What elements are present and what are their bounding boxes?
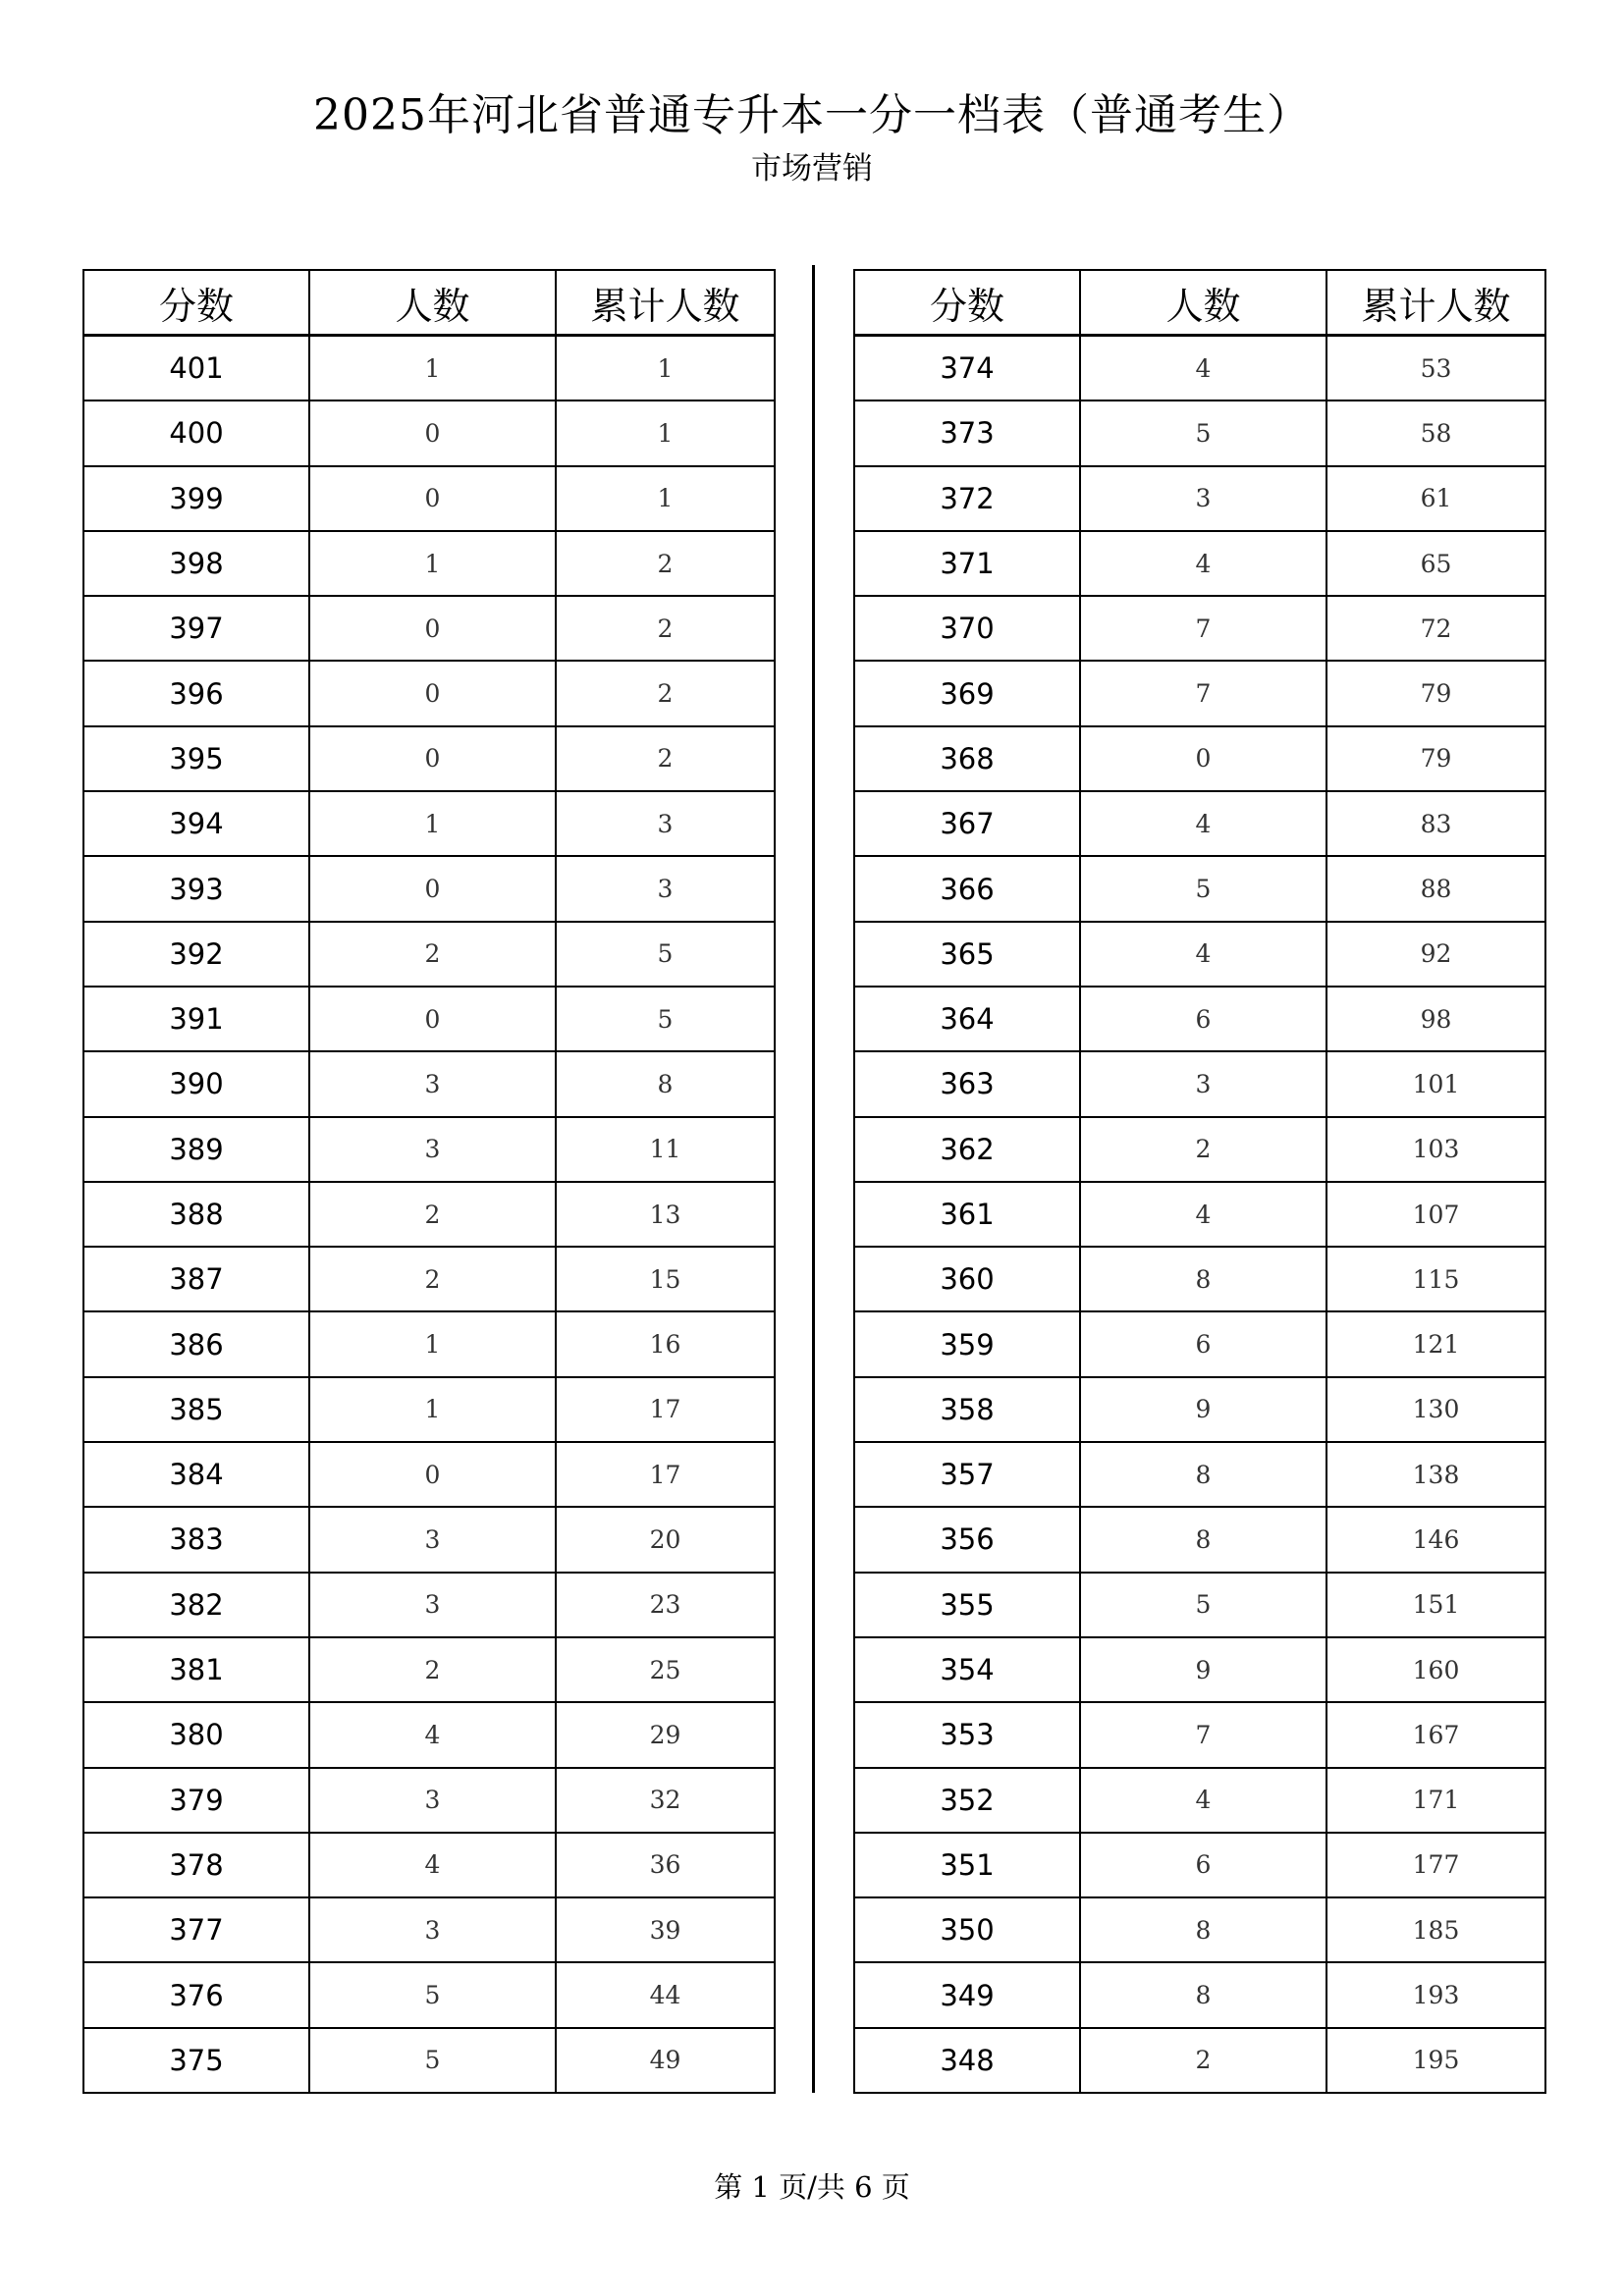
count-cell: 4: [1080, 336, 1326, 401]
score-cell: 354: [854, 1637, 1080, 1702]
table-row: [83, 1377, 775, 1442]
count-cell: 4: [1080, 922, 1326, 987]
header-count: 人数: [1080, 270, 1326, 336]
cumulative-cell: 39: [556, 1897, 775, 1962]
cumulative-cell: 151: [1326, 1573, 1545, 1637]
score-cell: 349: [854, 1962, 1080, 2027]
cumulative-cell: 53: [1326, 336, 1545, 401]
table-row: [854, 1311, 1545, 1376]
table-row: [854, 1247, 1545, 1311]
table-row: [854, 1833, 1545, 1897]
score-cell: 357: [854, 1442, 1080, 1507]
table-row: [83, 596, 775, 661]
table-row: [854, 1182, 1545, 1247]
score-cell: 382: [83, 1573, 309, 1637]
score-cell: 388: [83, 1182, 309, 1247]
table-row: [83, 1768, 775, 1833]
page-footer: [0, 2167, 1624, 2207]
score-cell: 375: [83, 2028, 309, 2093]
count-cell: 3: [309, 1573, 556, 1637]
cumulative-cell: 115: [1326, 1247, 1545, 1311]
count-cell: 0: [309, 1442, 556, 1507]
score-cell: 372: [854, 466, 1080, 531]
table-row: [854, 336, 1545, 401]
cumulative-cell: 23: [556, 1573, 775, 1637]
table-row: [854, 400, 1545, 465]
count-cell: 6: [1080, 1833, 1326, 1897]
score-cell: 389: [83, 1117, 309, 1182]
table-row: [83, 987, 775, 1051]
table-row: [83, 1702, 775, 1767]
count-cell: 0: [1080, 726, 1326, 791]
count-cell: 9: [1080, 1637, 1326, 1702]
major-subtitle: 市场营销: [751, 151, 873, 187]
score-cell: 373: [854, 400, 1080, 465]
count-cell: 8: [1080, 1507, 1326, 1572]
count-cell: 5: [309, 2028, 556, 2093]
score-cell: 383: [83, 1507, 309, 1572]
cumulative-cell: 2: [556, 726, 775, 791]
header-score: 分数: [83, 270, 309, 336]
count-cell: 4: [1080, 1768, 1326, 1833]
table-row: [83, 1637, 775, 1702]
cumulative-cell: 17: [556, 1442, 775, 1507]
score-cell: 358: [854, 1377, 1080, 1442]
count-cell: 0: [309, 661, 556, 725]
score-cell: 387: [83, 1247, 309, 1311]
score-cell: 371: [854, 531, 1080, 596]
score-cell: 374: [854, 336, 1080, 401]
table-row: [83, 1051, 775, 1116]
score-cell: 401: [83, 336, 309, 401]
cumulative-cell: 61: [1326, 466, 1545, 531]
count-cell: 3: [309, 1051, 556, 1116]
cumulative-cell: 146: [1326, 1507, 1545, 1572]
table-row: [83, 1311, 775, 1376]
cumulative-cell: 5: [556, 922, 775, 987]
table-body: [854, 336, 1545, 2094]
count-cell: 0: [309, 596, 556, 661]
table-header-row: [83, 270, 775, 336]
count-cell: 7: [1080, 1702, 1326, 1767]
cumulative-cell: 32: [556, 1768, 775, 1833]
count-cell: 3: [309, 1897, 556, 1962]
score-cell: 366: [854, 856, 1080, 921]
score-table-right: [853, 269, 1546, 2094]
header-score: 分数: [854, 270, 1080, 336]
score-cell: 385: [83, 1377, 309, 1442]
count-cell: 2: [1080, 2028, 1326, 2093]
table-row: [83, 400, 775, 465]
cumulative-cell: 36: [556, 1833, 775, 1897]
count-cell: 5: [309, 1962, 556, 2027]
score-cell: 392: [83, 922, 309, 987]
count-cell: 2: [1080, 1117, 1326, 1182]
cumulative-cell: 103: [1326, 1117, 1545, 1182]
count-cell: 8: [1080, 1442, 1326, 1507]
count-cell: 3: [1080, 1051, 1326, 1116]
cumulative-cell: 2: [556, 531, 775, 596]
cumulative-cell: 83: [1326, 791, 1545, 856]
score-table-left: [82, 269, 776, 2094]
count-cell: 3: [1080, 466, 1326, 531]
cumulative-cell: 193: [1326, 1962, 1545, 2027]
cumulative-cell: 79: [1326, 726, 1545, 791]
score-cell: 365: [854, 922, 1080, 987]
count-cell: 1: [309, 791, 556, 856]
count-cell: 8: [1080, 1247, 1326, 1311]
table-row: [854, 2028, 1545, 2093]
table-row: [854, 1897, 1545, 1962]
count-cell: 4: [1080, 531, 1326, 596]
cumulative-cell: 107: [1326, 1182, 1545, 1247]
score-cell: 361: [854, 1182, 1080, 1247]
table-row: [854, 1573, 1545, 1637]
table-row: [854, 1702, 1545, 1767]
count-cell: 5: [1080, 856, 1326, 921]
table-row: [854, 1377, 1545, 1442]
cumulative-cell: 58: [1326, 400, 1545, 465]
count-cell: 1: [309, 1311, 556, 1376]
table-row: [83, 791, 775, 856]
score-cell: 363: [854, 1051, 1080, 1116]
score-cell: 362: [854, 1117, 1080, 1182]
cumulative-cell: 160: [1326, 1637, 1545, 1702]
cumulative-cell: 15: [556, 1247, 775, 1311]
score-cell: 356: [854, 1507, 1080, 1572]
count-cell: 2: [309, 922, 556, 987]
table-row: [83, 661, 775, 725]
header-cumulative: 累计人数: [1326, 270, 1545, 336]
count-cell: 3: [309, 1768, 556, 1833]
cumulative-cell: 3: [556, 856, 775, 921]
table-row: [83, 1833, 775, 1897]
score-cell: 369: [854, 661, 1080, 725]
count-cell: 2: [309, 1182, 556, 1247]
score-cell: 348: [854, 2028, 1080, 2093]
cumulative-cell: 92: [1326, 922, 1545, 987]
count-cell: 4: [309, 1833, 556, 1897]
score-cell: 370: [854, 596, 1080, 661]
score-cell: 398: [83, 531, 309, 596]
score-cell: 384: [83, 1442, 309, 1507]
table-row: [854, 1442, 1545, 1507]
count-cell: 4: [1080, 1182, 1326, 1247]
table-row: [83, 1507, 775, 1572]
count-cell: 8: [1080, 1962, 1326, 2027]
count-cell: 4: [1080, 791, 1326, 856]
count-cell: 6: [1080, 987, 1326, 1051]
score-cell: 364: [854, 987, 1080, 1051]
score-cell: 359: [854, 1311, 1080, 1376]
count-cell: 0: [309, 726, 556, 791]
table-row: [83, 1962, 775, 2027]
cumulative-cell: 1: [556, 336, 775, 401]
score-cell: 393: [83, 856, 309, 921]
header-count: 人数: [309, 270, 556, 336]
table-row: [83, 2028, 775, 2093]
table-row: [83, 466, 775, 531]
column-divider: [812, 265, 815, 2093]
cumulative-cell: 177: [1326, 1833, 1545, 1897]
page-title: 2025年河北省普通专升本一分一档表（普通考生）: [313, 90, 1311, 140]
score-cell: 399: [83, 466, 309, 531]
score-cell: 379: [83, 1768, 309, 1833]
table-header-row: [854, 270, 1545, 336]
table-row: [854, 661, 1545, 725]
cumulative-cell: 79: [1326, 661, 1545, 725]
cumulative-cell: 171: [1326, 1768, 1545, 1833]
count-cell: 8: [1080, 1897, 1326, 1962]
score-cell: 381: [83, 1637, 309, 1702]
count-cell: 7: [1080, 661, 1326, 725]
cumulative-cell: 1: [556, 466, 775, 531]
cumulative-cell: 3: [556, 791, 775, 856]
table-row: [854, 1637, 1545, 1702]
count-cell: 1: [309, 1377, 556, 1442]
score-cell: 394: [83, 791, 309, 856]
table-row: [854, 856, 1545, 921]
cumulative-cell: 16: [556, 1311, 775, 1376]
score-cell: 391: [83, 987, 309, 1051]
table-row: [83, 531, 775, 596]
cumulative-cell: 25: [556, 1637, 775, 1702]
score-cell: 386: [83, 1311, 309, 1376]
table-row: [854, 1768, 1545, 1833]
score-cell: 400: [83, 400, 309, 465]
count-cell: 0: [309, 466, 556, 531]
table-row: [83, 1247, 775, 1311]
count-cell: 2: [309, 1247, 556, 1311]
table-row: [83, 726, 775, 791]
cumulative-cell: 2: [556, 661, 775, 725]
table-row: [83, 1182, 775, 1247]
table-row: [83, 1442, 775, 1507]
score-cell: 378: [83, 1833, 309, 1897]
score-cell: 367: [854, 791, 1080, 856]
score-cell: 351: [854, 1833, 1080, 1897]
count-cell: 4: [309, 1702, 556, 1767]
count-cell: 7: [1080, 596, 1326, 661]
score-cell: 390: [83, 1051, 309, 1116]
table-body: [83, 336, 775, 2094]
table-row: [854, 726, 1545, 791]
score-cell: 380: [83, 1702, 309, 1767]
cumulative-cell: 72: [1326, 596, 1545, 661]
table-row: [854, 1117, 1545, 1182]
page-number-label: 第 1 页/共 6 页: [714, 2170, 910, 2204]
score-cell: 355: [854, 1573, 1080, 1637]
count-cell: 6: [1080, 1311, 1326, 1376]
table-row: [854, 531, 1545, 596]
count-cell: 5: [1080, 1573, 1326, 1637]
cumulative-cell: 29: [556, 1702, 775, 1767]
score-cell: 352: [854, 1768, 1080, 1833]
cumulative-cell: 101: [1326, 1051, 1545, 1116]
table-row: [83, 336, 775, 401]
table-row: [854, 596, 1545, 661]
cumulative-cell: 5: [556, 987, 775, 1051]
score-cell: 395: [83, 726, 309, 791]
table-row: [83, 1117, 775, 1182]
cumulative-cell: 17: [556, 1377, 775, 1442]
table-row: [854, 1962, 1545, 2027]
count-cell: 5: [1080, 400, 1326, 465]
score-cell: 376: [83, 1962, 309, 2027]
cumulative-cell: 167: [1326, 1702, 1545, 1767]
table-row: [854, 922, 1545, 987]
count-cell: 3: [309, 1117, 556, 1182]
score-cell: 397: [83, 596, 309, 661]
cumulative-cell: 130: [1326, 1377, 1545, 1442]
score-cell: 360: [854, 1247, 1080, 1311]
table-row: [854, 987, 1545, 1051]
cumulative-cell: 20: [556, 1507, 775, 1572]
score-cell: 377: [83, 1897, 309, 1962]
cumulative-cell: 8: [556, 1051, 775, 1116]
cumulative-cell: 185: [1326, 1897, 1545, 1962]
count-cell: 0: [309, 987, 556, 1051]
cumulative-cell: 65: [1326, 531, 1545, 596]
cumulative-cell: 88: [1326, 856, 1545, 921]
cumulative-cell: 2: [556, 596, 775, 661]
cumulative-cell: 1: [556, 400, 775, 465]
count-cell: 9: [1080, 1377, 1326, 1442]
score-cell: 350: [854, 1897, 1080, 1962]
cumulative-cell: 195: [1326, 2028, 1545, 2093]
score-cell: 368: [854, 726, 1080, 791]
cumulative-cell: 44: [556, 1962, 775, 2027]
cumulative-cell: 98: [1326, 987, 1545, 1051]
cumulative-cell: 49: [556, 2028, 775, 2093]
table-row: [854, 791, 1545, 856]
table-row: [854, 1507, 1545, 1572]
cumulative-cell: 11: [556, 1117, 775, 1182]
cumulative-cell: 13: [556, 1182, 775, 1247]
count-cell: 1: [309, 336, 556, 401]
table-row: [854, 466, 1545, 531]
cumulative-cell: 138: [1326, 1442, 1545, 1507]
table-row: [83, 922, 775, 987]
count-cell: 3: [309, 1507, 556, 1572]
table-row: [83, 1573, 775, 1637]
score-cell: 396: [83, 661, 309, 725]
count-cell: 0: [309, 400, 556, 465]
count-cell: 0: [309, 856, 556, 921]
score-cell: 353: [854, 1702, 1080, 1767]
header-cumulative: 累计人数: [556, 270, 775, 336]
table-row: [83, 856, 775, 921]
table-row: [83, 1897, 775, 1962]
count-cell: 1: [309, 531, 556, 596]
cumulative-cell: 121: [1326, 1311, 1545, 1376]
count-cell: 2: [309, 1637, 556, 1702]
table-row: [854, 1051, 1545, 1116]
